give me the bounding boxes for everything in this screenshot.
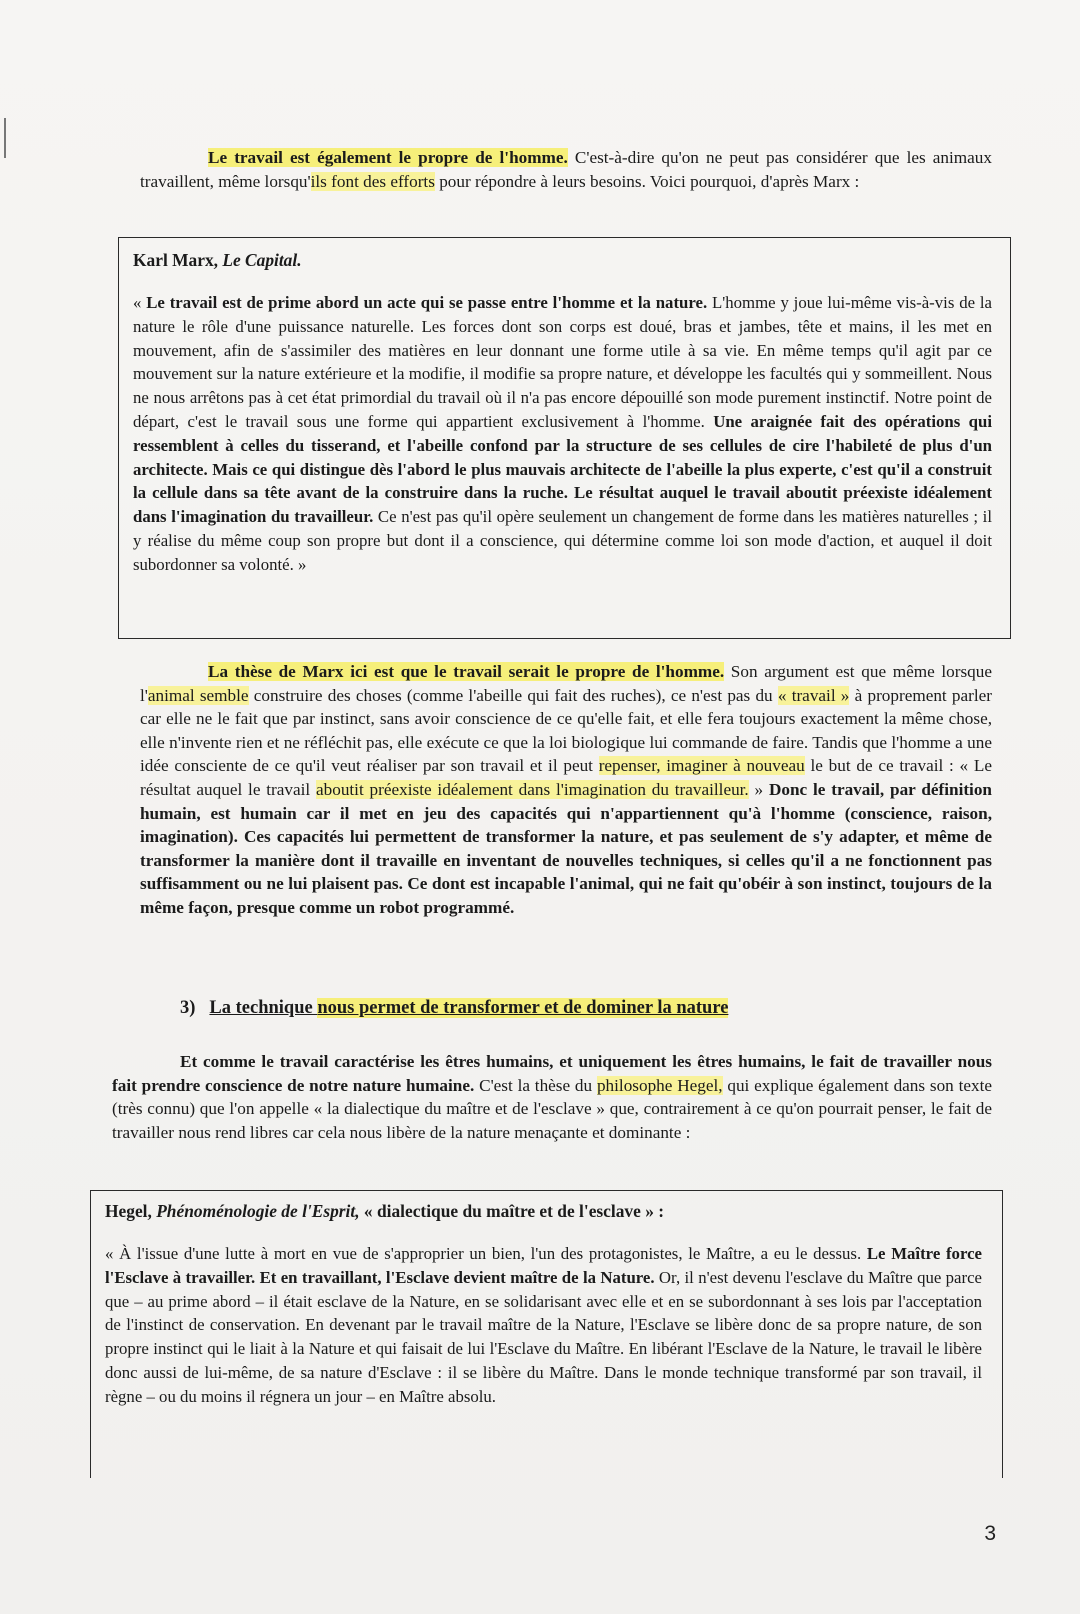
section-title-a: La technique xyxy=(209,998,318,1018)
hegel-quote-text xyxy=(105,1242,982,1409)
hegel-work: Phénoménologie de l'Esprit, xyxy=(156,1201,360,1221)
analysis-h4: aboutit préexiste idéalement dans l'imagination du travailleur. xyxy=(316,779,749,799)
hegel-quote-text-1: « À l'issue d'une lutte à mort en vue de s'approprier un bien, l'un des protagonistes, le Maître, a eu le dessus. xyxy=(105,1244,867,1263)
marx-quote-box xyxy=(118,237,1011,639)
analysis-t4: le but de ce travail : « Le résultat auquel le travail xyxy=(140,756,992,799)
marx-work: Le Capital. xyxy=(222,250,302,270)
hegel-intro-h1: philosophe Hegel, xyxy=(596,1075,723,1095)
page-edge-mark xyxy=(4,118,6,158)
marx-author: Karl Marx, xyxy=(133,250,223,270)
marx-quote-text-1: L'homme y joue lui-même vis-à-vis de la nature le rôle d'une puissance naturelle. Les forces dont son corps est doué, bras et jambes, tête et mains, il les met en mouvement, afin de s'assimiler des matières en leur donnant une forme utile à sa vie. En même temps qu'il agit par ce mouvement sur la nature extérieure et la modifie, il modifie sa propre nature, et développe les facultés qui y sommeillent. Nous ne nous arrêtons pas à cet état primordial du travail où il n'a pas encore dépouillé son mode purement instinctif. Notre point de départ, c'est le travail sous une forme qui appartient exclusivement à l'homme. xyxy=(133,293,992,431)
hegel-author: Hegel, xyxy=(105,1201,157,1221)
intro-text-hl: ils font des efforts xyxy=(310,171,435,191)
analysis-t3: à proprement parler car elle ne le fait que par instinct, sans avoir conscience de ce qu'elle fait, et elle fera toujours exactement la même chose, elle n'invente rien et ne réfléchit pas, elle exécute ce que la loi biologique lui commande de faire. Tandis que l'homme a une idée consciente de ce qu'il veut réaliser par son travail et il peut xyxy=(140,685,992,776)
hegel-intro-t1: C'est la thèse du xyxy=(474,1075,597,1095)
marx-quote-bold-1: Le travail est de prime abord un acte qui se passe entre l'homme et la nature. xyxy=(146,293,708,312)
hegel-quote-box xyxy=(90,1190,1003,1478)
section-title xyxy=(209,998,728,1018)
marx-box-title xyxy=(133,250,992,271)
hegel-quote-text-2: Or, il n'est devenu l'esclave du Maître que parce que – au prime abord – il était esclave de la Nature, en se solidarisant avec elle et en se subordonnant à ses lois par l'acceptation de l'instinct de conservation. En devenant par le travail maître de la Nature, l'Esclave se libère donc de sa propre nature, de son propre instinct qui le liait à la Nature et qui faisait de lui l'Esclave du Maître. En libérant l'Esclave de la Nature, le travail le libère donc aussi de lui-même, de sa nature d'Esclave : il se libère du Maître. Dans le monde technique transformé par son travail, il règne – ou du moins il régnera un jour – en Maître absolu. xyxy=(105,1267,982,1406)
analysis-h1: animal semble xyxy=(147,685,249,705)
page-number: 3 xyxy=(984,1522,996,1545)
analysis-paragraph xyxy=(140,660,992,920)
analysis-lead: La thèse de Marx ici est que le travail serait le propre de l'homme. xyxy=(208,662,725,681)
hegel-quote-bold-1: Le Maître force l'Esclave à travailler. Et en travaillant, l'Esclave devient maître de la Nature. xyxy=(105,1244,982,1287)
section-number: 3) xyxy=(180,998,196,1018)
marx-quote-text xyxy=(133,291,992,577)
analysis-t5: » xyxy=(748,779,769,799)
analysis-bold-end: Donc le travail, par définition humain, est humain car il met en jeu des capacités qui n'appartiennent qu'à l'homme (conscience, raison, imagination). Ces capacités lui permettent de transformer la nature, et pas seulement de s'y adapter, et même de transformer la manière dont il travaille en inventant de nouvelles techniques, si celles qu'il a ne fonctionnent pas suffisamment ou ne lui plaisent pas. Ce dont est incapable l'animal, qui ne fait qu'obéir à son instinct, toujours de la même façon, presque comme un robot programmé. xyxy=(140,779,992,917)
intro-paragraph xyxy=(140,146,992,193)
intro-text-b: pour répondre à leurs besoins. Voici pourquoi, d'après Marx : xyxy=(434,171,860,191)
marx-quote-bold-2: Une araignée fait des opérations qui ressemblent à celles du tisserand, et l'abeille confond par la structure de ses cellules de cire l'habileté de plus d'un architecte. Mais ce qui distingue dès l'abord le plus mauvais architecte de l'abeille la plus experte, c'est qu'il a construit la cellule dans sa tête avant de la construire dans la ruche. Le résultat auquel le travail aboutit préexiste idéalement dans l'imagination du travailleur. xyxy=(133,411,992,527)
analysis-t2: construire des choses (comme l'abeille qui fait des ruches), ce n'est pas du xyxy=(248,685,778,705)
analysis-t1: Son argument est que même lorsque l' xyxy=(140,662,993,705)
analysis-h2: « travail » xyxy=(777,685,850,705)
intro-text-a: C'est-à-dire qu'on ne peut pas considérer que les animaux travaillent, même lorsqu' xyxy=(140,148,992,191)
section-title-b: nous permet de transformer et de dominer la nature xyxy=(317,998,729,1018)
hegel-box-title xyxy=(105,1201,982,1222)
hegel-intro-paragraph xyxy=(112,1050,992,1144)
marx-quote-open: « xyxy=(133,293,147,312)
hegel-subtitle: « dialectique du maître et de l'esclave » : xyxy=(359,1201,665,1221)
hegel-intro-t2: qui explique également dans son texte (très connu) que l'on appelle « la dialectique du maître et de l'esclave » que, contrairement à ce qu'on pourrait penser, le fait de travailler nous rend libres car cela nous libère de la nature menaçante et dominante : xyxy=(112,1075,992,1142)
section-heading xyxy=(180,998,728,1019)
intro-lead: Le travail est également le propre de l'homme. xyxy=(208,148,568,167)
hegel-intro-lead: Et comme le travail caractérise les êtres humains, et uniquement les êtres humains, le fait de travailler nous fait prendre conscience de notre nature humaine. xyxy=(112,1052,992,1095)
analysis-h3: repenser, imaginer à nouveau xyxy=(598,756,805,776)
marx-quote-text-2: Ce n'est pas qu'il opère seulement un changement de forme dans les matières naturelles ; il y réalise du même coup son propre but dont il a conscience, qui détermine comme loi son mode d'action, et auquel il doit subordonner sa volonté. » xyxy=(133,507,992,574)
